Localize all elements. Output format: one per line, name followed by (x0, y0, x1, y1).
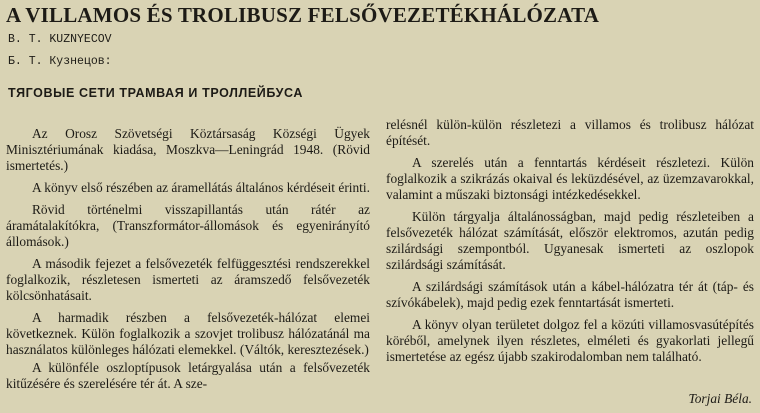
paragraph: A könyv első részében az áramellátás általános kérdéseit érinti. (32, 180, 370, 195)
paragraph: A különféle oszloptípusok letárgyalása után a felsővezeték kitűzésére és szerelésére tér át. A sze- (6, 360, 370, 391)
paragraph: A szerelés után a fenntartás kérdéseit részletezi. Külön foglalkozik a szikrázás okaival és leküzdésével, az üzemzavarokkal, valamint a műszaki biztonsági intézkedésekkel. (386, 155, 754, 202)
paragraph: A második fejezet a felsővezeték felfüggesztési rendszerekkel foglalkozik, részletesen ismerteti az áramszedő felsővezeték kölcsönhatásait. (6, 256, 370, 303)
article-title: A VILLAMOS ÉS TROLIBUSZ FELSŐVEZETÉKHÁLÓZATA (6, 3, 600, 27)
paragraph: A könyv olyan területet dolgoz fel a közúti villamosvasútépítés köréből, amelynek ilyen részletes, elméleti és gyakorlati jellegű ismertetése az egész újabb szakirodalomban nem található. (386, 317, 754, 364)
author-byline-russian: Б. Т. Кузнецов: (8, 55, 112, 68)
paragraph: A szilárdsági számítások után a kábel-hálózatra tér át (táp- és szívókábelek), majd pedig ezek fenntartását ismerteti. (386, 279, 754, 310)
paragraph: A harmadik részben a felsővezeték-hálózat elemei következnek. Külön foglalkozik a szovjet trolibusz hálózatánál ma használatos különleges hálózati elemekkel. (Váltók, keresztezések.) (6, 310, 370, 357)
paragraph: Az Orosz Szövetségi Köztársaság Községi Ügyek Minisztériumának kiadása, Moszkva—Leningrád 1948. (Rövid ismertetés.) (6, 126, 370, 173)
book-title-russian: ТЯГОВЫЕ СЕТИ ТРАМВАЯ И ТРОЛЛЕЙБУСА (8, 86, 303, 100)
paragraph: Rövid történelmi visszapillantás után rátér az áramátalakítókra, (Transzformátor-állomások és egyenirányító állomások.) (6, 202, 370, 249)
reviewer-signature: Torjai Béla. (688, 391, 752, 406)
right-column (386, 117, 754, 371)
left-column (6, 126, 370, 398)
paragraph-continuation: relésnél külön-külön részletezi a villamos és trolibusz hálózat építését. (386, 117, 754, 148)
paragraph: Külön tárgyalja általánosságban, majd pedig részleteiben a felsővezeték hálózat számítását, először elektromos, azután pedig szilárdsági szempontból. Ugyanesak ismerteti az oszlopok szilárdsági számítását. (386, 209, 754, 272)
author-byline-hungarian: B. T. KUZNYECOV (8, 33, 112, 46)
